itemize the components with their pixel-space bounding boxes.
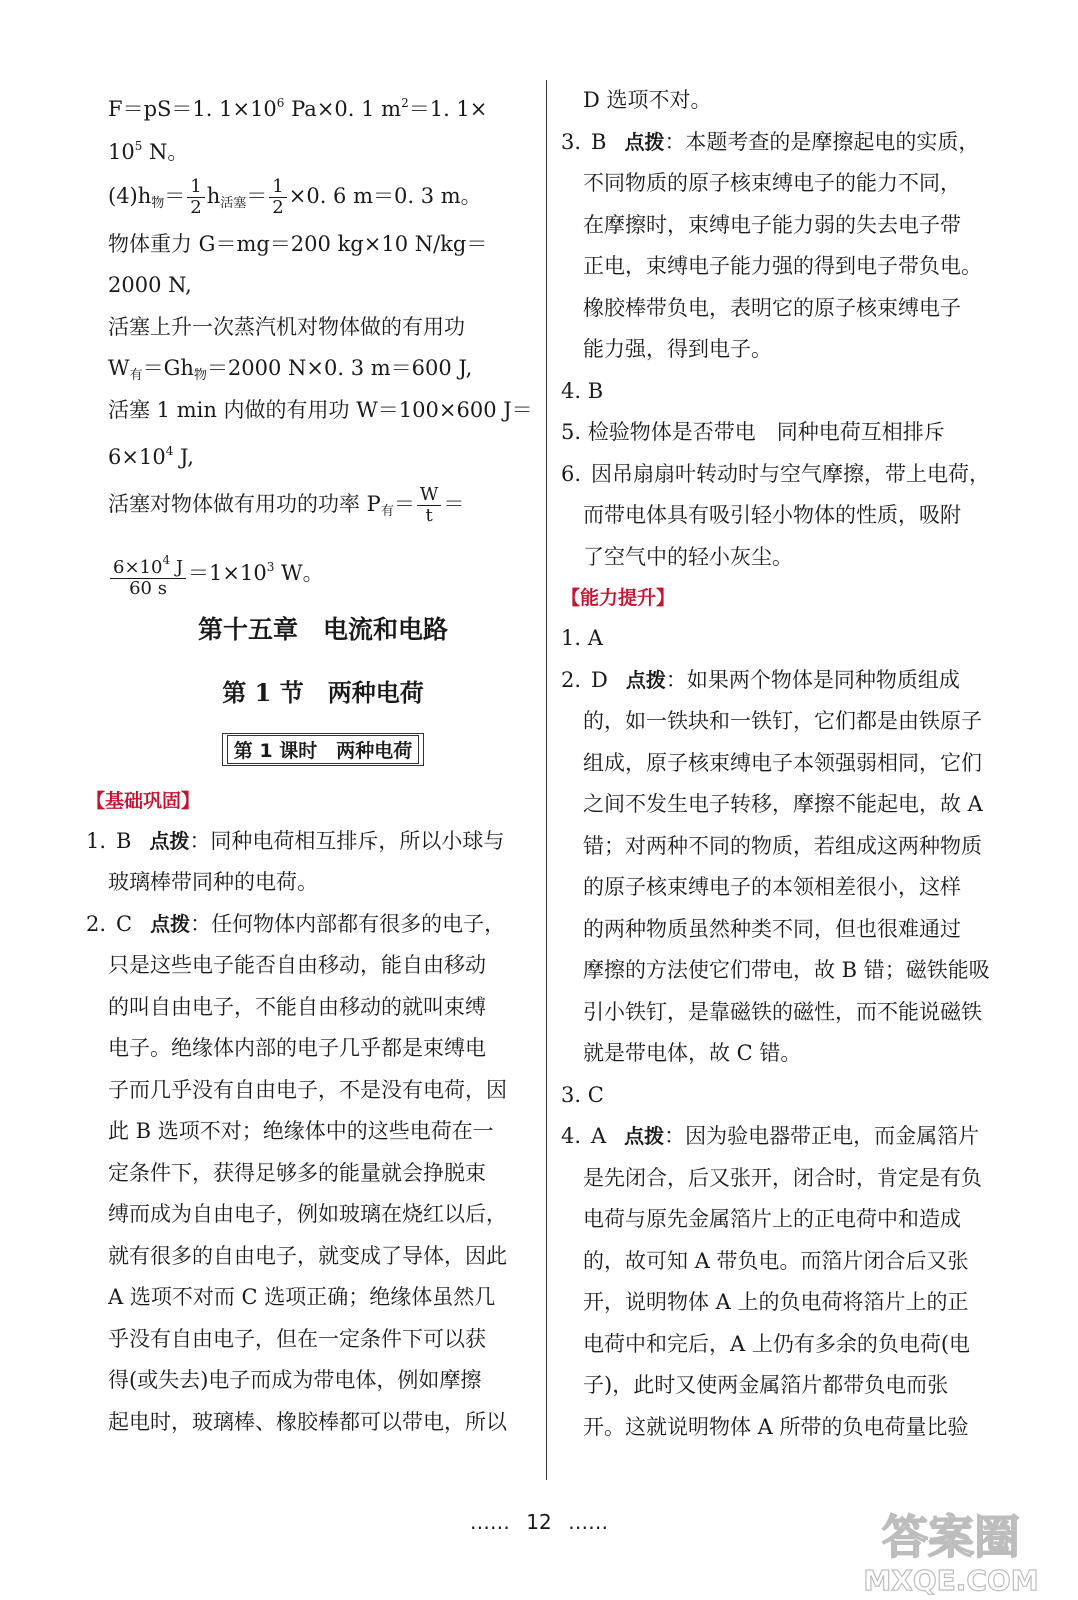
question-4: 4. B <box>561 378 604 403</box>
text-line: 而带电体具有吸引轻小物体的性质，吸附 <box>583 503 961 527</box>
lesson-box <box>108 725 538 781</box>
formula-line: F＝pS＝1. $1\times 10^6$ Pa×0. 1 $m^2=1$. 1× <box>108 96 488 121</box>
text-line: 引小铁钉，是靠磁铁的磁性，而不能说磁铁 <box>583 999 982 1024</box>
text-line: 的，如一铁块和一铁钉，它们都是由铁原子 <box>583 709 982 733</box>
question-1: 1. B 点拨：同种电荷相互排斥，所以小球与 <box>86 828 505 853</box>
text-line: D 选项不对。 <box>583 88 712 112</box>
watermark-text: 答案圈 <box>882 1510 1020 1564</box>
text-line: 能力强，得到电子。 <box>583 337 772 361</box>
text-line: 子而几乎没有自由电子，不是没有电荷，因 <box>108 1077 507 1102</box>
text-line: 开。这就说明物体 A 所带的负电荷量比验 <box>583 1414 969 1439</box>
fraction: $\frac{6\times 10^4 J}{60 s}$ <box>110 550 186 599</box>
text-line: 就有很多的自由电子，就变成了导体，因此 <box>108 1243 507 1268</box>
formula-line: $6\times 10^4$ J, <box>108 444 194 469</box>
left-column <box>86 80 538 1443</box>
right-column <box>561 80 1013 1448</box>
text-line: 的两种物质虽然种类不同，但也很难通过 <box>583 916 961 941</box>
question-2: 2. C 点拨：任何物体内部都有很多的电子， <box>86 911 506 936</box>
section-title: 第 1 节 两种电荷 <box>222 677 424 707</box>
text-line: 的，故可知 A 带负电。而箔片闭合后又张 <box>583 1248 969 1273</box>
fraction: $\frac{W}{t}$ <box>417 485 442 526</box>
text-line: 只是这些电子能否自由移动，能自由移动 <box>108 953 486 977</box>
text-line: 不同物质的原子核束缚电子的能力不同， <box>583 171 961 195</box>
text-line: 子)，此时又使两金属箔片都带负电而张 <box>583 1373 949 1397</box>
text-line: A 选项不对而 C 选项正确；绝缘体虽然几 <box>108 1285 496 1309</box>
lesson-title: 第 1 课时 两种电荷 <box>227 735 419 764</box>
question-6: 6. 因吊扇扇叶转动时与空气摩擦，带上电荷， <box>561 461 990 486</box>
text-line: 在摩擦时，束缚电子能力弱的失去电子带 <box>583 212 961 237</box>
text-line: 活塞 1 min 内做的有用功 W＝100×600 J＝ <box>108 397 533 422</box>
ability-1: 1. A <box>561 626 603 650</box>
fraction: $\frac{1}{2}$ <box>269 177 286 218</box>
column-divider <box>546 80 547 1480</box>
text-line: 起电时，玻璃棒、橡胶棒都可以带电，所以 <box>108 1409 507 1434</box>
text-line: 此 B 选项不对；绝缘体中的这些电荷在一 <box>108 1119 494 1143</box>
formula-line: $\frac{6\times 10^4 J}{60 s}$ $=1\times 10^3$ W。 <box>108 535 538 599</box>
text-line: 的叫自由电子，不能自由移动的就叫束缚 <box>108 994 486 1019</box>
footer-dots-left: …… <box>469 1510 510 1534</box>
text-line: 定条件下，获得足够多的能量就会挣脱束 <box>108 1160 486 1185</box>
footer-dots-right: …… <box>568 1510 609 1534</box>
fraction: $\frac{1}{2}$ <box>187 177 204 218</box>
ability-4: 4. A 点拨：因为验电器带正电，而金属箔片 <box>561 1124 980 1148</box>
text-line: 是先闭合，后又张开，闭合时，肯定是有负 <box>583 1165 982 1190</box>
question-5: 5. 检验物体是否带电 同种电荷互相排斥 <box>561 420 945 444</box>
question-3: 3. B 点拨：本题考查的是摩擦起电的实质， <box>561 129 980 154</box>
text-line: 电子。绝缘体内部的电子几乎都是束缚电 <box>108 1036 486 1060</box>
text-line: 2000 N, <box>108 273 192 297</box>
watermark-logo <box>836 1498 1066 1598</box>
text-line: 玻璃棒带同种的电荷。 <box>108 870 318 894</box>
text-line: 橡胶棒带负电，表明它的原子核束缚电子 <box>583 295 961 320</box>
text-line: 电荷与原先金属箔片上的正电荷中和造成 <box>583 1207 961 1231</box>
text-line: 正电，束缚电子能力强的得到电子带负电。 <box>583 254 982 278</box>
text-line: 开，说明物体 A 上的负电荷将箔片上的正 <box>583 1290 969 1314</box>
chapter-title: 第十五章 电流和电路 <box>197 614 448 644</box>
text-line: 了空气中的轻小灰尘。 <box>583 544 793 569</box>
tag-ability: 【能力提升】 <box>561 587 676 609</box>
formula-line: $(4)h_物=$ $\frac{1}{2}$ $h_{活塞}=$ $\frac{1}{2}$ ×0. 6 m＝0. 3 m。 <box>108 175 482 218</box>
text-line: 得(或失去)电子而成为带电体，例如摩擦 <box>108 1368 482 1392</box>
text-line: 错；对两种不同的物质，若组成这两种物质 <box>583 833 982 858</box>
formula-line: 活塞对物体做有用功的功率 $P_有=$ $\frac{W}{t}$ ＝ <box>108 483 465 526</box>
text-line: 缚而成为自由电子，例如玻璃在烧红以后， <box>108 1202 507 1226</box>
ability-2: 2. D 点拨：如果两个物体是同种物质组成 <box>561 667 960 692</box>
text-line: 乎没有自由电子，但在一定条件下可以获 <box>108 1326 486 1351</box>
page-number: 12 <box>526 1510 552 1534</box>
formula-line: $10^5$ N。 <box>108 139 189 164</box>
formula-line: $W_有=Gh_物=2000$ N×0. 3 m＝600 J, <box>108 356 473 383</box>
tag-basic: 【基础巩固】 <box>86 789 201 812</box>
text-line: 电荷中和完后，A 上仍有多余的负电荷(电 <box>583 1331 971 1356</box>
text-line: 之间不发生电子转移，摩擦不能起电，故 A <box>583 792 983 816</box>
text-line: 组成，原子核束缚电子本领强弱相同，它们 <box>583 750 982 775</box>
text-line: 物体重力 G＝mg＝200 kg×10 N/kg＝ <box>108 231 488 256</box>
text-line: 就是带电体，故 C 错。 <box>583 1041 802 1065</box>
text-line: 活塞上升一次蒸汽机对物体做的有用功 <box>108 314 465 339</box>
watermark-url: MXQE.COM <box>863 1564 1039 1597</box>
text-line: 的原子核束缚电子的本领相差很小，这样 <box>583 875 961 899</box>
text-line: 摩擦的方法使它们带电，故 B 错；磁铁能吸 <box>583 958 990 982</box>
ability-3: 3. C <box>561 1082 604 1107</box>
